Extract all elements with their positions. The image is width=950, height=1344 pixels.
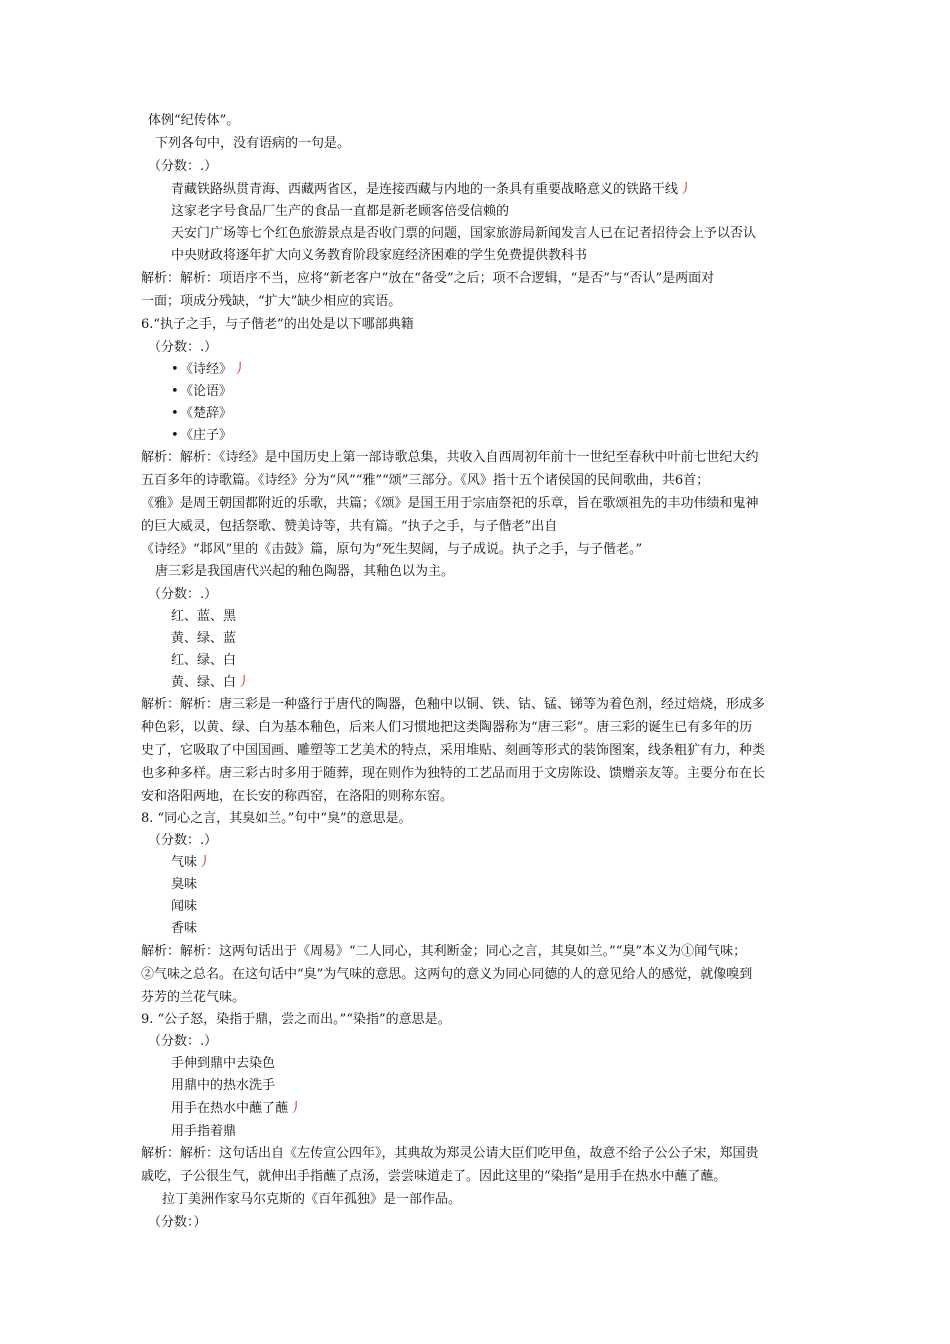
option-b: 这家老字号食品厂生产的食品一直都是新老顾客倍受信赖的 [171, 204, 510, 219]
option-c: 红、绿、白 [171, 653, 237, 668]
analysis-line: 《雅》是周王朝国都附近的乐歌，共篇；《颂》是国王用于宗庙祭祀的乐章，旨在歌颂祖先的丰功伟绩和鬼神 [141, 496, 759, 511]
bullet-icon: • [171, 406, 179, 421]
question-stem: 拉丁美洲作家马尔克斯的《百年孤独》是一部作品。 [162, 1192, 462, 1207]
option-d: 中央财政将逐年扩大向义务教育阶段家庭经济困难的学生免费提供教科书 [171, 248, 588, 263]
score-line: （分数：.） [148, 159, 218, 174]
analysis-line: 戚吃，子公很生气，就伸出手指蘸了点汤，尝尝味道走了。因此这里的“染指”是用手在热水中蘸了蘸。 [141, 1169, 727, 1184]
option-a: 红、蓝、黑 [171, 609, 237, 624]
analysis-line: 解析：解析：这句话出自《左传宣公四年》，其典故为郑灵公请大臣们吃甲鱼，故意不给子公公子宋，郑国贵 [141, 1146, 759, 1161]
option-d: 用手指着鼎 [171, 1124, 237, 1139]
question-stem: 9. “公子怒，染指于鼎，尝之而出。”“染指”的意思是。 [141, 1012, 451, 1027]
analysis-line: 解析：解析：《诗经》是中国历史上第一部诗歌总集，共收入自西周初年前十一世纪至春秋中叶前七世纪大约 [141, 450, 759, 465]
option-c: 天安门广场等七个红色旅游景点是否收门票的问题，国家旅游局新闻发言人已在记者招待会上予以否认 [171, 226, 757, 241]
option-b: 黄、绿、蓝 [171, 631, 237, 646]
option-d: 香味 [171, 921, 198, 936]
option-c: 用手在热水中蘸了蘸丿 [171, 1101, 303, 1116]
answer-check-mark: 丿 [679, 182, 693, 197]
analysis-line: 史了，它吸取了中国国画、雕塑等工艺美术的特点，采用堆贴、刻画等形式的装饰图案，线条粗犷有力，种类 [141, 743, 766, 758]
analysis-line: ②气味之总名。在这句话中“臭”为气味的意思。这两句的意义为同心同德的人的意见给人的感觉，就像嗅到 [141, 967, 753, 982]
answer-check-mark: 丿 [237, 675, 251, 690]
option-a: 青藏铁路纵贯青海、西藏两省区，是连接西藏与内地的一条具有重要战略意义的铁路干线丿 [171, 182, 693, 197]
answer-check-mark: 丿 [233, 362, 247, 377]
option-b: •《论语》 [171, 381, 232, 403]
score-line: （分数：.） [148, 1034, 218, 1049]
analysis-line: 解析：解析：项语序不当，应将“新老客户”放在“备受”之后；项不合逻辑，“是否”与“否认”是两面对 [141, 271, 715, 286]
analysis-line: 解析：解析：这两句话出于《周易》“二人同心，其利断金；同心之言，其臭如兰。”“臭”本义为①闻气味； [141, 944, 747, 959]
analysis-line: 解析：解析：唐三彩是一种盛行于唐代的陶器，色釉中以铜、铁、钴、锰、锑等为着色剂，经过焙烧，形成多 [141, 697, 766, 712]
option-a: •《诗经》丿 [171, 359, 246, 381]
analysis-line: 《诗经》“邶风”里的《击鼓》篇，原句为“死生契阔，与子成说。执子之手，与子偕老。” [141, 542, 643, 557]
option-a: 气味丿 [171, 855, 212, 870]
option-d: 黄、绿、白丿 [171, 675, 251, 690]
bullet-icon: • [171, 428, 179, 443]
score-line: （分数：.） [148, 833, 218, 848]
answer-check-mark: 丿 [289, 1101, 303, 1116]
analysis-line: 一面；项成分残缺，“扩大”缺少相应的宾语。 [141, 294, 402, 309]
question-stem: 8. “同心之言，其臭如兰。”句中“臭”的意思是。 [141, 811, 412, 826]
question-stem: 6.“执子之手，与子偕老”的出处是以下哪部典籍 [141, 317, 414, 332]
bullet-icon: • [171, 384, 179, 399]
analysis-line: 芬芳的兰花气味。 [141, 990, 246, 1005]
analysis-line: 的巨大威灵，包括祭歌、赞美诗等，共有篇。“执子之手，与子偕老”出自 [141, 519, 558, 534]
option-c: 闻味 [171, 899, 198, 914]
option-b: 臭味 [171, 877, 198, 892]
option-b: 用鼎中的热水洗手 [171, 1078, 276, 1093]
answer-check-mark: 丿 [198, 855, 212, 870]
option-a: 手伸到鼎中去染色 [171, 1056, 276, 1071]
score-line: （分数：） [148, 1215, 207, 1230]
analysis-line: 五百多年的诗歌篇。《诗经》分为“风”“雅”“颂”三部分。《风》指十五个诸侯国的民间歌曲，共6首； [141, 473, 710, 488]
score-line: （分数：.） [148, 587, 218, 602]
analysis-line: 种色彩，以黄、绿、白为基本釉色，后来人们习惯地把这类陶器称为“唐三彩”。唐三彩的诞生已有多年的历 [141, 720, 753, 735]
analysis-line: 安和洛阳两地，在长安的称西窑，在洛阳的则称东窑。 [141, 789, 454, 804]
question-stem: 唐三彩是我国唐代兴起的釉色陶器，其釉色以为主。 [155, 564, 455, 579]
option-d: •《庄子》 [171, 425, 232, 447]
question-stem: 下列各句中，没有语病的一句是。 [155, 136, 351, 151]
bullet-icon: • [171, 362, 179, 377]
score-line: （分数：.） [148, 340, 218, 355]
analysis-line: 也多种多样。唐三彩古时多用于随葬，现在则作为独特的工艺品而用于文房陈设、馈赠亲友等。主要分布在长 [141, 766, 766, 781]
option-c: •《楚辞》 [171, 403, 232, 425]
text-line: 体例“纪传体”。 [148, 113, 240, 128]
